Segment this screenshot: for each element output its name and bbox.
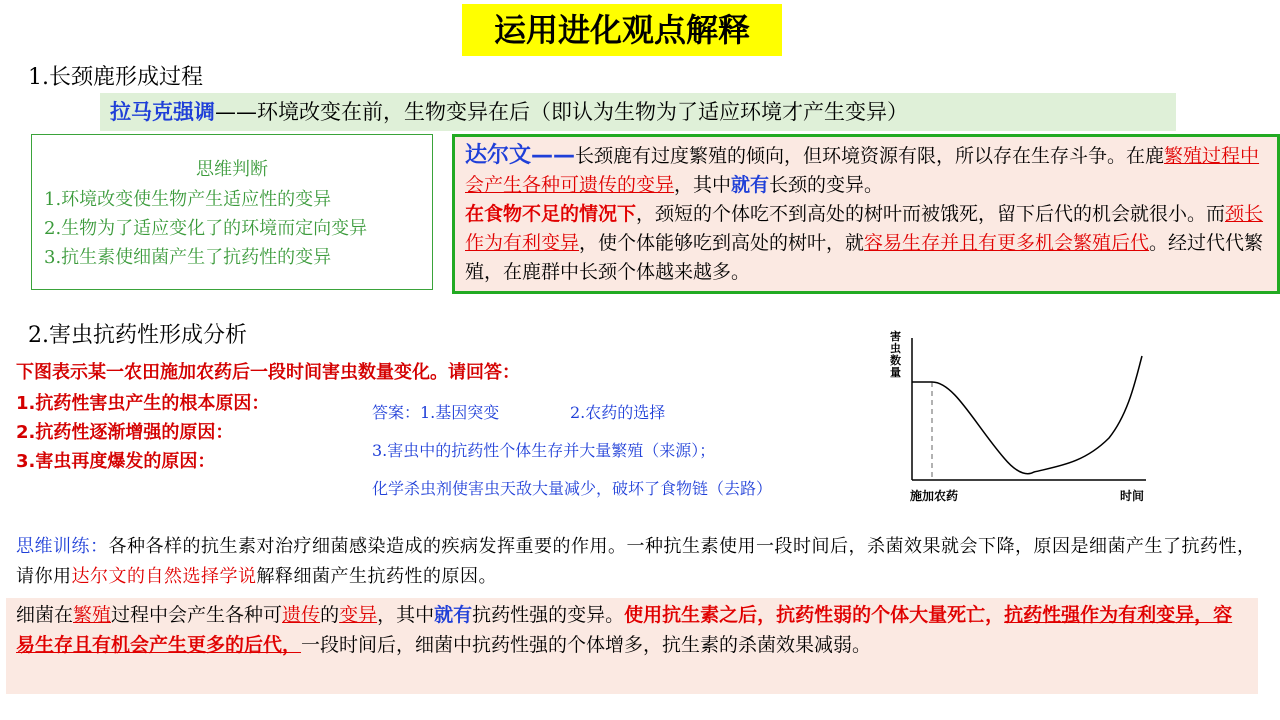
training-highlight: 达尔文的自然选择学说: [71, 566, 257, 587]
answer-text: 过程中会产生各种可: [111, 604, 283, 626]
pest-population-graph: [884, 328, 1154, 508]
darwin-text: 。经过代代繁殖，在鹿群中长颈个体越来越多。: [465, 232, 1264, 283]
darwin-highlight: 在食物不足的情况下: [465, 203, 637, 225]
lamarck-text: ——环境改变在前，生物变异在后（即认为生物为了适应环境才产生变异）: [215, 100, 908, 124]
question-3: 3.害虫再度爆发的原因：: [16, 451, 216, 472]
thinking-item: 2.生物为了适应变化了的环境而定向变异: [44, 218, 368, 239]
training-text: 解释细菌产生抗药性的原因。: [256, 566, 497, 587]
x-start-label: 施加农药: [910, 489, 959, 503]
answer-1: 答案：1.基因突变: [372, 403, 500, 422]
darwin-name: 达尔文——: [465, 143, 576, 168]
thinking-training: [16, 532, 1256, 592]
darwin-text: 长颈的变异。: [769, 174, 884, 196]
section2-heading: 2.害虫抗药性形成分析: [28, 323, 247, 348]
section1-heading: 1.长颈鹿形成过程: [28, 65, 203, 90]
answer-text: 的: [320, 604, 340, 626]
darwin-highlight: 容易生存并且有更多机会繁殖后代: [864, 232, 1150, 254]
darwin-text: ，颈短的个体吃不到高处的树叶而被饿死，留下后代的机会就很小。而: [636, 203, 1226, 225]
thinking-title: 思维判断: [196, 159, 268, 180]
question-1: 1.抗药性害虫产生的根本原因：: [16, 393, 270, 414]
training-label: 思维训练：: [16, 536, 109, 557]
thinking-box: [31, 134, 433, 290]
answer-3: 3.害虫中的抗药性个体生存并大量繁殖（来源）；: [372, 441, 716, 460]
thinking-item: 1.环境改变使生物产生适应性的变异: [44, 189, 332, 210]
darwin-keyword: 就有: [731, 174, 770, 196]
y-axis-label: 害 虫 数 量: [890, 331, 901, 379]
thinking-item: 3.抗生素使细菌产生了抗药性的变异: [44, 247, 332, 268]
answer-text: 抗药性强的变异。: [472, 604, 625, 626]
answer-4: 化学杀虫剂使害虫天敌大量减少，破坏了食物链（去路）: [372, 479, 773, 498]
darwin-highlight: 颈长作为有利变异: [465, 203, 1264, 254]
answer-text: ，其中: [377, 604, 435, 626]
darwin-text: 长颈鹿有过度繁殖的倾向，但环境资源有限，所以存在生存斗争。在鹿: [575, 145, 1165, 167]
darwin-box: [452, 134, 1280, 294]
question-prompt: 下图表示某一农田施加农药后一段时间害虫数量变化。请回答：: [16, 362, 520, 383]
answer-text: 细菌在: [16, 604, 74, 626]
darwin-text: ，使个体能够吃到高处的树叶，就: [579, 232, 865, 254]
answer-text: 一段时间后，细菌中抗药性强的个体增多，抗生素的杀菌效果减弱。: [301, 634, 872, 656]
answer-highlight: 繁殖: [73, 604, 112, 626]
x-end-label: 时间: [1120, 489, 1145, 503]
darwin-highlight: 繁殖过程中会产生各种可遗传的变异: [465, 145, 1260, 196]
answer-keyword: 就有: [434, 604, 473, 626]
page-title: 运用进化观点解释: [462, 4, 782, 56]
training-text: 各种各样的抗生素对治疗细菌感染造成的疾病发挥重要的作用。一种抗生素使用一段时间后，杀菌效果就会下降，原因是细菌产生了抗药性，请你用: [16, 536, 1256, 587]
answer-highlight: 使用抗生素之后，抗药性弱的个体大量死亡，: [624, 604, 1005, 626]
answer-box: [6, 598, 1258, 694]
answer-highlight: 遗传: [282, 604, 321, 626]
lamarck-statement: [100, 93, 1176, 131]
answer-highlight: 变异: [339, 604, 378, 626]
darwin-text: ，其中: [674, 174, 732, 196]
answer-2: 2.农药的选择: [570, 403, 666, 422]
answer-highlight: 抗药性强作为有利变异，容易生存且有机会产生更多的后代，: [16, 604, 1233, 656]
question-2: 2.抗药性逐渐增强的原因：: [16, 422, 234, 443]
population-curve: [912, 356, 1142, 474]
lamarck-name: 拉马克强调: [110, 100, 215, 124]
